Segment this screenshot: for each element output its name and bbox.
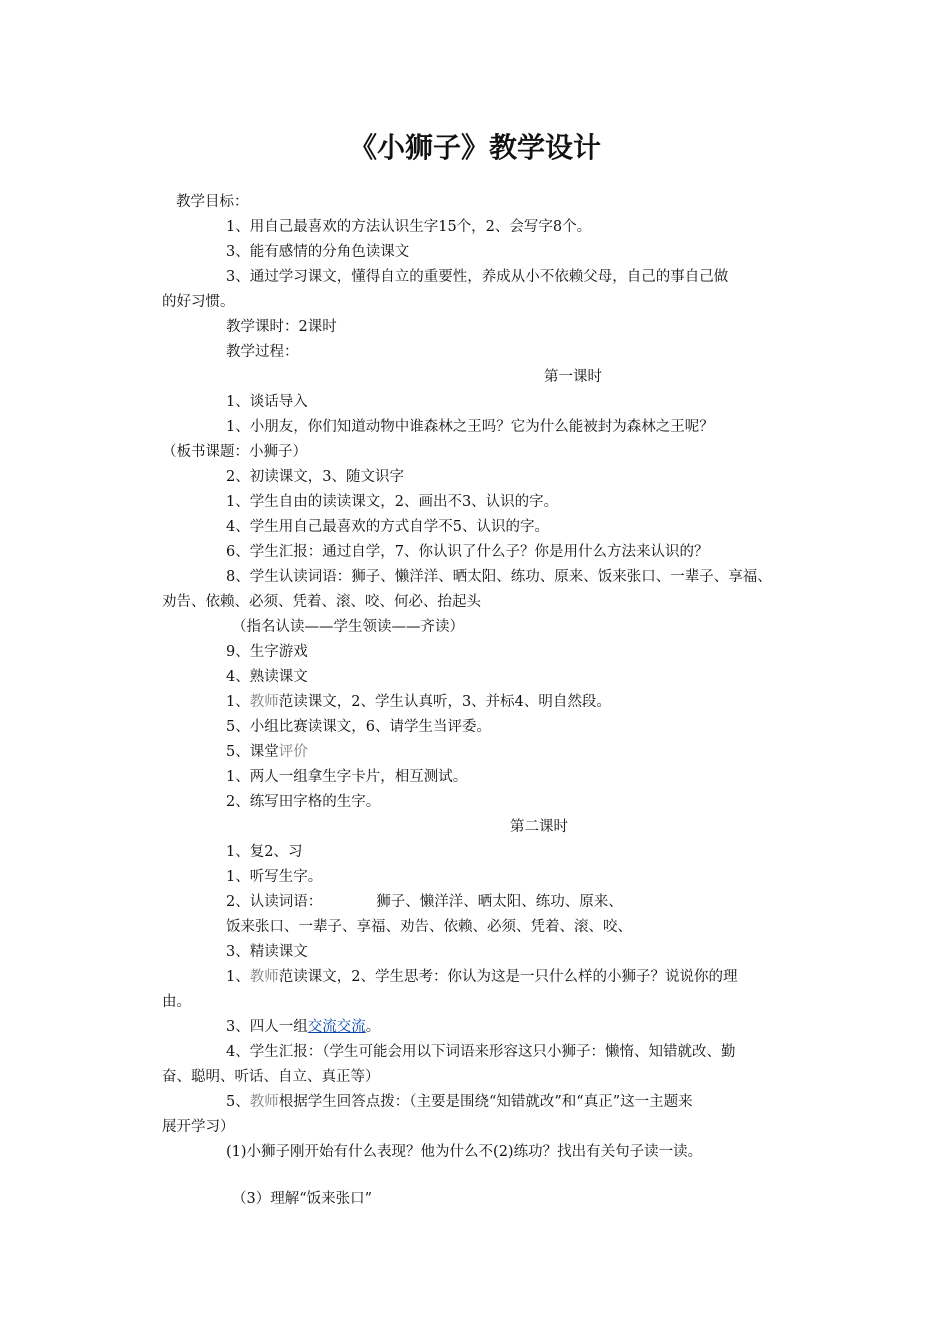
l2-step2-item1-text: 范读课文，2、学生思考：你认为这是一只什么样的小狮子？说说你的理 bbox=[278, 969, 738, 985]
document-body bbox=[162, 190, 797, 1212]
class-hours: 教学课时：2课时 bbox=[226, 319, 337, 335]
l2-step2-item4-line1 bbox=[162, 1090, 797, 1115]
l2-step2-item6: （3）理解“饭来张口” bbox=[232, 1191, 373, 1207]
teacher-term: 教师 bbox=[249, 969, 279, 985]
goal-3-line1: 3、通过学习课文，懂得自立的重要性，养成从小不依赖父母，自己的事自己做 bbox=[226, 269, 729, 285]
l2-step2-item1-line1 bbox=[162, 965, 797, 990]
l1-step2-item2: 4、学生用自己最喜欢的方式自学不5、认识的字。 bbox=[226, 519, 549, 535]
l1-step2-item6: 9、生字游戏 bbox=[226, 644, 308, 660]
l1-step4-item1: 1、两人一组拿生字卡片，相互测试。 bbox=[226, 769, 468, 785]
document-title: 《小狮子》教学设计 bbox=[348, 131, 601, 164]
l1-step4-prefix: 5、课堂 bbox=[226, 744, 279, 760]
l2-step1-item2-words2: 饭来张口、一辈子、享福、劝告、依赖、必须、凭着、滚、咬、 bbox=[226, 919, 632, 935]
l2-step2-item3-line2: 奋、聪明、听话、自立、真正等） bbox=[162, 1069, 380, 1085]
l2-step2-item5: (1)小狮子刚开始有什么表现？他为什么不(2)练功？找出有关句子读一读。 bbox=[226, 1144, 703, 1160]
l1-step3-item2: 5、小组比赛读课文，6、请学生当评委。 bbox=[226, 719, 491, 735]
goal-2: 3、能有感情的分角色读课文 bbox=[226, 244, 410, 260]
l2-step1-item2 bbox=[162, 890, 797, 915]
l2-step2-item1-prefix: 1、 bbox=[226, 969, 250, 985]
l1-step2-item3: 6、学生汇报：通过自学，7、你认识了什么子？你是用什么方法来认识的？ bbox=[226, 544, 709, 560]
l1-step3: 4、熟读课文 bbox=[226, 669, 308, 685]
l1-step1: 1、谈话导入 bbox=[226, 394, 308, 410]
l2-step1-item2-words: 狮子、懒洋洋、晒太阳、练功、原来、 bbox=[376, 894, 623, 910]
l2-step2-item4-line2: 展开学习） bbox=[162, 1119, 235, 1135]
l1-step2-item4-line2: 劝告、依赖、必须、凭着、滚、咬、何必、抬起头 bbox=[162, 594, 481, 610]
l2-step1: 1、复2、习 bbox=[226, 844, 303, 860]
exchange-link[interactable]: 交流交流 bbox=[307, 1019, 366, 1035]
l1-step3-item1-text: 范读课文，2、学生认真听，3、并标4、明自然段。 bbox=[278, 694, 611, 710]
l1-step4-item2: 2、练写田字格的生字。 bbox=[226, 794, 381, 810]
l1-step1-line2: （板书课题：小狮子） bbox=[162, 444, 307, 460]
l2-step2-item4-prefix: 5、 bbox=[226, 1094, 250, 1110]
l1-step3-item1 bbox=[162, 690, 797, 715]
l2-step1-item2-label: 2、认读词语： bbox=[226, 894, 323, 910]
l1-step3-item1-prefix: 1、 bbox=[226, 694, 250, 710]
l2-step2: 3、精读课文 bbox=[226, 944, 308, 960]
goal-3-line2: 的好习惯。 bbox=[162, 294, 235, 310]
teacher-term: 教师 bbox=[249, 1094, 279, 1110]
l2-step2-item4-text: 根据学生回答点拨：（主要是围绕“知错就改”和“真正”这一主题来 bbox=[278, 1094, 693, 1110]
l1-step1-line1: 1、小朋友，你们知道动物中谁森林之王吗？它为什么能被封为森林之王呢？ bbox=[226, 419, 714, 435]
goals-heading: 教学目标： bbox=[176, 194, 249, 210]
l2-step2-item3-line1: 4、学生汇报：（学生可能会用以下词语来形容这只小狮子：懒惰、知错就改、勤 bbox=[226, 1044, 736, 1060]
lesson1-title: 第一课时 bbox=[544, 369, 602, 385]
l1-step2: 2、初读课文，3、随文识字 bbox=[226, 469, 404, 485]
goal-1: 1、用自己最喜欢的方法认识生字15个，2、会写字8个。 bbox=[226, 219, 592, 235]
teacher-term: 教师 bbox=[249, 694, 279, 710]
l2-step2-item2-prefix: 3、四人一组 bbox=[226, 1019, 308, 1035]
l2-step1-item1: 1、听写生字。 bbox=[226, 869, 323, 885]
l1-step2-item5: （指名认读——学生领读——齐读） bbox=[232, 619, 464, 635]
l1-step2-item4-line1: 8、学生认读词语：狮子、懒洋洋、晒太阳、练功、原来、饭来张口、一辈子、享福、 bbox=[226, 569, 772, 585]
l2-step2-item1-line2: 由。 bbox=[162, 994, 191, 1010]
l2-step2-item2-suffix: 。 bbox=[365, 1019, 381, 1035]
l2-step2-item2 bbox=[162, 1015, 797, 1040]
l1-step4 bbox=[162, 740, 797, 765]
process-heading: 教学过程： bbox=[226, 344, 299, 360]
paragraph-gap bbox=[162, 1165, 797, 1187]
evaluation-term: 评价 bbox=[278, 744, 308, 760]
l1-step2-item1: 1、学生自由的读读课文，2、画出不3、认识的字。 bbox=[226, 494, 559, 510]
lesson2-title: 第二课时 bbox=[510, 819, 568, 835]
